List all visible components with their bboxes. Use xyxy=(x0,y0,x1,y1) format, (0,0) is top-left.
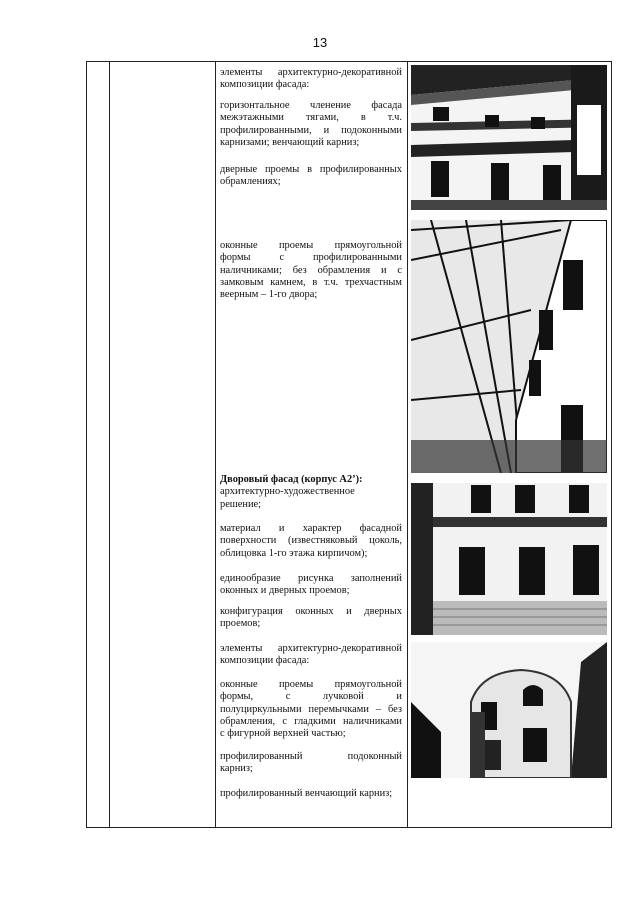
text-line: горизонтальное членение фасада xyxy=(220,100,402,111)
text-line: единообразие рисунка заполнений xyxy=(220,573,402,584)
text-line: обрамлениях; xyxy=(220,176,281,188)
text-line: конфигурация оконных и дверных xyxy=(220,606,402,617)
text-line: элементы архитектурно-декоративной xyxy=(220,643,402,654)
sill-cornice-text xyxy=(220,751,402,776)
uniform-pattern-text xyxy=(220,573,402,598)
text-line: полуциркульными перемычками – без xyxy=(220,703,402,715)
text-line: облицовка 1-го этажа кирпичом); xyxy=(220,547,368,559)
decorative-elements-text xyxy=(220,643,402,668)
courtyard-facade-photo xyxy=(411,483,607,635)
column-divider xyxy=(407,62,408,827)
text-line: дверные проемы в профилированных xyxy=(220,164,402,175)
text-line: межэтажными тягами, в т.ч. xyxy=(220,112,402,124)
arched-windows-photo xyxy=(411,642,607,778)
text-line: формы, с лучковой и xyxy=(220,691,402,703)
text-line: наличниками; без обрамления и с xyxy=(220,264,402,276)
surface-material-text xyxy=(220,523,402,560)
text-line: элементы архитектурно-декоративной композиции фасада: xyxy=(220,67,402,91)
text-line: карнизами; венчающий карниз; xyxy=(220,136,360,148)
text-line: с фигурной верхней частью; xyxy=(220,728,346,740)
crowning-cornice-text xyxy=(220,788,402,800)
text-line: профилированными, и подоконными xyxy=(220,124,402,136)
description-column xyxy=(220,62,402,827)
openings-config-text xyxy=(220,606,402,631)
text-line: архитектурно-художественное xyxy=(220,486,355,498)
text-line: обрамления, с гладкими наличниками xyxy=(220,715,402,727)
text-line: карниз; xyxy=(220,763,253,775)
text-line: оконных и дверных проемов; xyxy=(220,585,350,597)
facade-cornices-photo xyxy=(411,65,607,210)
courtyard-heading: Дворовый фасад (корпус А2’): xyxy=(220,474,363,485)
window-openings-text xyxy=(220,240,402,301)
text-line: профилированный венчающий карниз; xyxy=(220,788,393,799)
window-lintels-text xyxy=(220,679,402,740)
text-line: решение; xyxy=(220,498,262,510)
page-number: 13 xyxy=(312,35,328,50)
facade-elements-heading xyxy=(220,67,402,92)
heritage-table xyxy=(86,61,612,828)
text-line: профилированный подоконный xyxy=(220,751,402,762)
text-line: оконные проемы прямоугольной xyxy=(220,240,402,251)
column-divider xyxy=(109,62,110,827)
text-line: замковым камнем, в т.ч. трехчастным xyxy=(220,276,402,288)
text-line: оконные проемы прямоугольной xyxy=(220,679,402,690)
text-line: проемов; xyxy=(220,618,261,630)
courtyard-upward-photo xyxy=(411,220,607,473)
text-line: формы с профилированными xyxy=(220,252,402,264)
courtyard-facade-section xyxy=(220,474,402,511)
door-openings-text xyxy=(220,164,402,189)
column-divider xyxy=(215,62,216,827)
text-line: материал и характер фасадной xyxy=(220,523,402,534)
text-line: композиции фасада: xyxy=(220,655,310,667)
text-line: поверхности (известняковый цоколь, xyxy=(220,535,402,547)
horizontal-division-text xyxy=(220,100,402,149)
text-line: веерным – 1-го двора; xyxy=(220,289,318,301)
